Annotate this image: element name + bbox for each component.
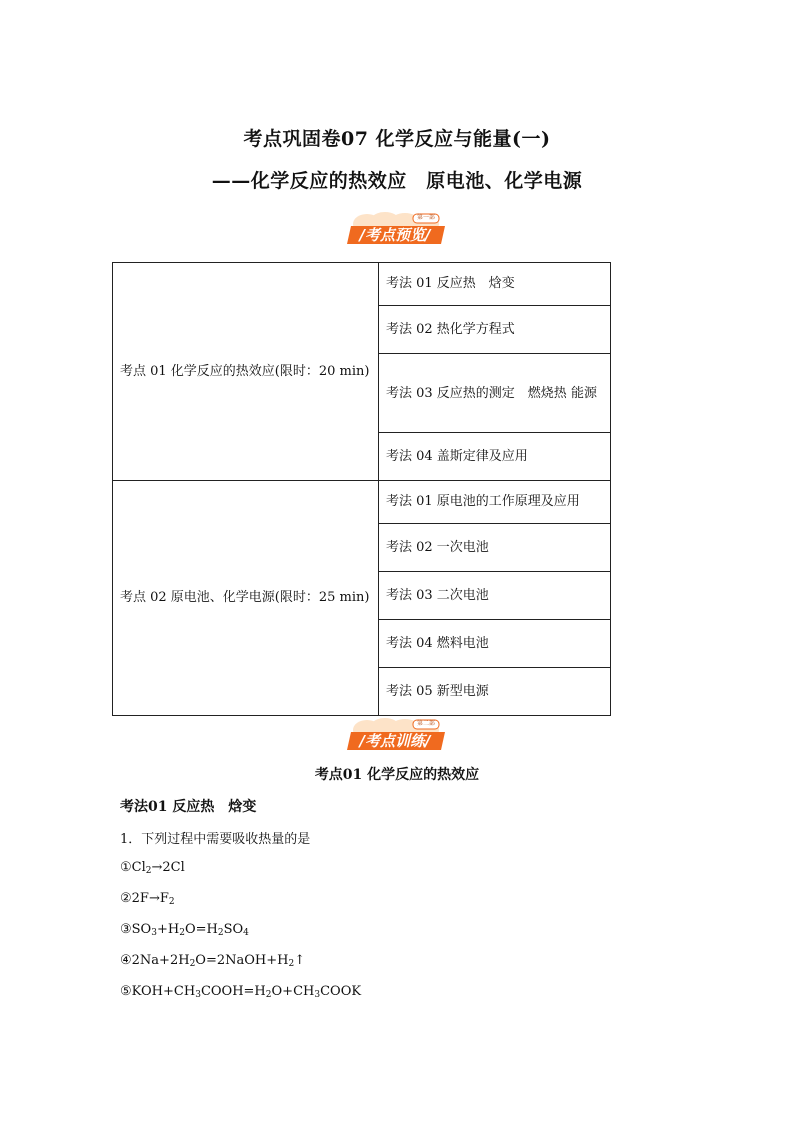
method-cell: 考法 02 热化学方程式 bbox=[379, 306, 611, 354]
formula-part: ↑ bbox=[294, 953, 306, 968]
formula-subscript: 2 bbox=[265, 990, 272, 1000]
point-cell: 考点 02 原电池、化学电源(限时：25 min) bbox=[113, 481, 379, 716]
section-heading: 考点01 化学反应的热效应 bbox=[314, 767, 480, 783]
method-cell: 考法 03 反应热的测定 燃烧热 能源 bbox=[379, 354, 611, 433]
formula-part: COOK bbox=[320, 984, 362, 999]
table-row bbox=[113, 481, 611, 524]
option-number: ② bbox=[120, 891, 132, 906]
document-subtitle: ——化学反应的热效应 原电池、化学电源 bbox=[211, 170, 583, 192]
formula-part: +H bbox=[156, 922, 180, 937]
formula-subscript: 2 bbox=[179, 928, 185, 938]
badge-label: /考点预览/ bbox=[359, 226, 431, 244]
badge-label: /考点训练/ bbox=[359, 732, 431, 750]
option-number: ④ bbox=[120, 953, 132, 968]
option-number: ⑤ bbox=[120, 984, 132, 999]
method-cell: 考法 01 反应热 焓变 bbox=[379, 263, 611, 306]
formula-part: SO bbox=[131, 922, 152, 937]
method-cell: 考法 01 原电池的工作原理及应用 bbox=[379, 481, 611, 524]
formula-part: COOH=H bbox=[200, 984, 266, 999]
formula-part: O=H bbox=[184, 922, 218, 937]
formula-part: KOH+CH bbox=[131, 984, 196, 999]
formula-subscript: 3 bbox=[151, 928, 157, 938]
formula-part: O+CH bbox=[271, 984, 315, 999]
point-cell: 考点 01 化学反应的热效应(限时：20 min) bbox=[113, 263, 379, 481]
formula-subscript: 2 bbox=[145, 866, 152, 876]
method-cell: 考法 05 新型电源 bbox=[379, 668, 611, 716]
training-badge bbox=[345, 718, 449, 756]
table-row bbox=[113, 263, 611, 306]
formula-subscript: 3 bbox=[314, 990, 321, 1000]
formula-subscript: 2 bbox=[217, 928, 224, 938]
formula-subscript: 3 bbox=[195, 990, 201, 1000]
formula-part: →2Cl bbox=[151, 860, 185, 875]
method-cell: 考法 02 一次电池 bbox=[379, 524, 611, 572]
formula-part: SO bbox=[223, 922, 244, 937]
option-2 bbox=[120, 891, 175, 907]
question-stem: 1．下列过程中需要吸收热量的是 bbox=[120, 832, 311, 847]
badge-small-label: 第一部 bbox=[416, 214, 435, 221]
formula-part: 2Na+2H bbox=[131, 953, 190, 968]
document-title: 考点巩固卷07 化学反应与能量(一) bbox=[243, 128, 551, 150]
option-number: ① bbox=[120, 860, 132, 875]
overview-table bbox=[112, 262, 611, 716]
formula-subscript: 2 bbox=[168, 897, 175, 907]
option-5 bbox=[120, 984, 361, 1000]
formula-part: O=2NaOH+H bbox=[195, 953, 289, 968]
formula-part: Cl bbox=[131, 860, 146, 875]
option-1 bbox=[120, 860, 185, 876]
formula-subscript: 4 bbox=[243, 928, 249, 938]
method-cell: 考法 04 燃料电池 bbox=[379, 620, 611, 668]
option-number: ③ bbox=[120, 922, 132, 937]
method-heading: 考法01 反应热 焓变 bbox=[120, 799, 257, 815]
formula-part: 2F→F bbox=[131, 891, 169, 906]
preview-badge bbox=[345, 212, 449, 250]
option-3 bbox=[120, 922, 249, 938]
method-cell: 考法 03 二次电池 bbox=[379, 572, 611, 620]
badge-small-label: 第二部 bbox=[416, 720, 435, 727]
option-4 bbox=[120, 953, 305, 969]
formula-subscript: 2 bbox=[189, 959, 196, 969]
method-cell: 考法 04 盖斯定律及应用 bbox=[379, 433, 611, 481]
formula-subscript: 2 bbox=[288, 959, 295, 969]
